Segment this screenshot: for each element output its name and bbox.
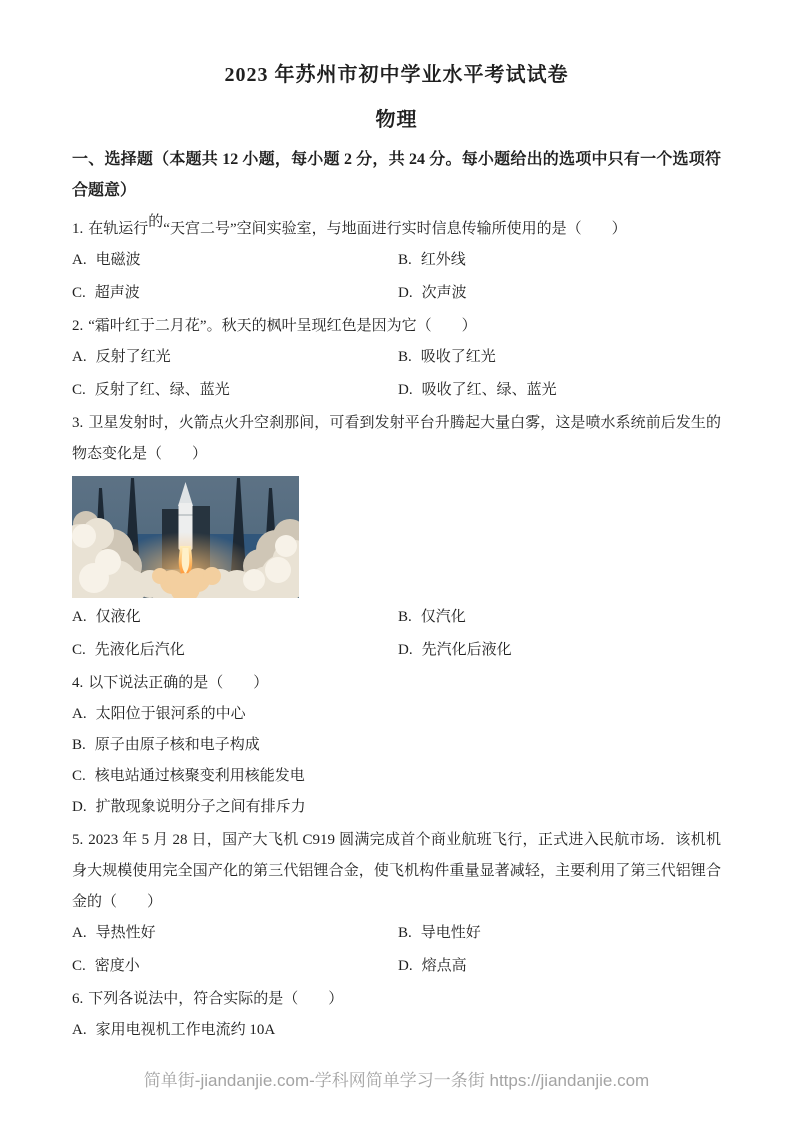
option-5-B <box>398 918 721 949</box>
question-3-stem-text: 卫星发射时，火箭点火升空刹那间，可看到发射平台升腾起大量白雾，这是喷水系统前后发生的物态变化是（ ） <box>72 415 721 462</box>
option-1-D <box>398 278 721 309</box>
option-2-A <box>72 342 398 373</box>
question-6-options <box>72 1015 721 1046</box>
option-label: B. <box>398 349 412 365</box>
option-text: 导电性好 <box>420 925 481 941</box>
option-label: C. <box>72 382 86 398</box>
question-number: 5. <box>72 832 84 848</box>
option-label: B. <box>398 252 412 268</box>
option-label: D. <box>398 642 413 658</box>
question-4-stem-text: 以下说法正确的是（ ） <box>88 675 269 691</box>
option-text: 红外线 <box>420 252 466 268</box>
question-1-stem-post: “天宫二号”空间实验室，与地面进行实时信息传输所使用的是（ ） <box>163 221 627 237</box>
option-text: 扩散现象说明分子之间有排斥力 <box>95 799 306 815</box>
question-6 <box>72 984 721 1046</box>
option-label: D. <box>398 382 413 398</box>
option-text: 原子由原子核和电子构成 <box>94 737 260 753</box>
option-text: 吸收了红、绿、蓝光 <box>421 382 557 398</box>
subject-title: 物理 <box>375 109 418 131</box>
option-text: 家用电视机工作电流约 10A <box>95 1022 276 1038</box>
option-4-C <box>72 761 721 792</box>
option-text: 电磁波 <box>95 252 141 268</box>
option-label: A. <box>72 706 87 722</box>
question-number: 2. <box>72 318 84 334</box>
option-4-B <box>72 730 721 761</box>
question-5-stem-text: 2023 年 5 月 28 日，国产大飞机 C919 圆满完成首个商业航班飞行，正式进入民航市场．该机机身大规模使用完全国产化的第三代铝锂合金，使飞机构件重量显著减轻，主要利用了第三代铝锂合金的（ ） <box>72 832 721 910</box>
option-4-D <box>72 792 721 823</box>
option-label: B. <box>398 925 412 941</box>
option-label: C. <box>72 958 86 974</box>
option-5-A <box>72 918 398 949</box>
option-3-D <box>398 635 721 666</box>
question-4-stem <box>72 668 721 699</box>
option-label: D. <box>398 285 413 301</box>
option-label: D. <box>398 958 413 974</box>
question-number: 4. <box>72 675 84 691</box>
question-6-stem <box>72 984 721 1015</box>
question-3-stem <box>72 408 721 470</box>
option-text: 密度小 <box>94 958 140 974</box>
question-5-options <box>72 918 721 982</box>
question-1-superscript: 的 <box>148 214 164 230</box>
option-5-C <box>72 951 398 982</box>
question-3-options <box>72 602 721 666</box>
option-4-A <box>72 699 721 730</box>
question-1-stem <box>72 214 721 245</box>
option-1-A <box>72 245 398 276</box>
option-label: C. <box>72 768 86 784</box>
option-label: B. <box>72 737 86 753</box>
option-label: D. <box>72 799 87 815</box>
question-number: 3. <box>72 415 84 431</box>
option-label: C. <box>72 285 86 301</box>
question-2-stem-text: “霜叶红于二月花”。秋天的枫叶呈现红色是因为它（ ） <box>88 318 477 334</box>
section-heading: 一、选择题（本题共 12 小题，每小题 2 分，共 24 分。每小题给出的选项中只有一个选项符合题意） <box>72 151 721 199</box>
option-2-B <box>398 342 721 373</box>
option-text: 导热性好 <box>95 925 156 941</box>
option-label: A. <box>72 925 87 941</box>
question-4-options <box>72 699 721 823</box>
option-5-D <box>398 951 721 982</box>
option-text: 反射了红、绿、蓝光 <box>94 382 230 398</box>
option-label: B. <box>398 609 412 625</box>
option-text: 先液化后汽化 <box>94 642 185 658</box>
question-2-stem <box>72 311 721 342</box>
question-2 <box>72 311 721 406</box>
question-1-options <box>72 245 721 309</box>
question-1-stem-pre: 在轨运行 <box>88 221 149 237</box>
option-label: A. <box>72 1022 87 1038</box>
option-text: 太阳位于银河系的中心 <box>95 706 246 722</box>
question-3 <box>72 408 721 666</box>
option-label: A. <box>72 349 87 365</box>
option-text: 反射了红光 <box>95 349 171 365</box>
page-title: 2023 年苏州市初中学业水平考试试卷 <box>224 64 569 86</box>
site-watermark: 简单街-jiandanjie.com-学科网简单学习一条街 https://jiandanjie.com <box>143 1071 650 1090</box>
option-3-A <box>72 602 398 633</box>
question-4 <box>72 668 721 823</box>
option-label: A. <box>72 609 87 625</box>
option-text: 先汽化后液化 <box>421 642 512 658</box>
option-text: 次声波 <box>421 285 467 301</box>
option-text: 仅汽化 <box>420 609 466 625</box>
option-3-B <box>398 602 721 633</box>
option-label: A. <box>72 252 87 268</box>
rocket-launch-photo <box>72 476 299 598</box>
option-6-A <box>72 1015 721 1046</box>
option-1-C <box>72 278 398 309</box>
option-text: 吸收了红光 <box>420 349 496 365</box>
option-text: 熔点高 <box>421 958 467 974</box>
option-2-D <box>398 375 721 406</box>
question-5-stem <box>72 825 721 918</box>
question-2-options <box>72 342 721 406</box>
option-text: 超声波 <box>94 285 140 301</box>
question-1 <box>72 214 721 309</box>
option-text: 核电站通过核聚变利用核能发电 <box>94 768 305 784</box>
question-number: 6. <box>72 991 84 1007</box>
option-2-C <box>72 375 398 406</box>
option-3-C <box>72 635 398 666</box>
option-label: C. <box>72 642 86 658</box>
option-1-B <box>398 245 721 276</box>
question-number: 1. <box>72 221 84 237</box>
option-text: 仅液化 <box>95 609 141 625</box>
question-5 <box>72 825 721 982</box>
question-6-stem-text: 下列各说法中，符合实际的是（ ） <box>88 991 344 1007</box>
